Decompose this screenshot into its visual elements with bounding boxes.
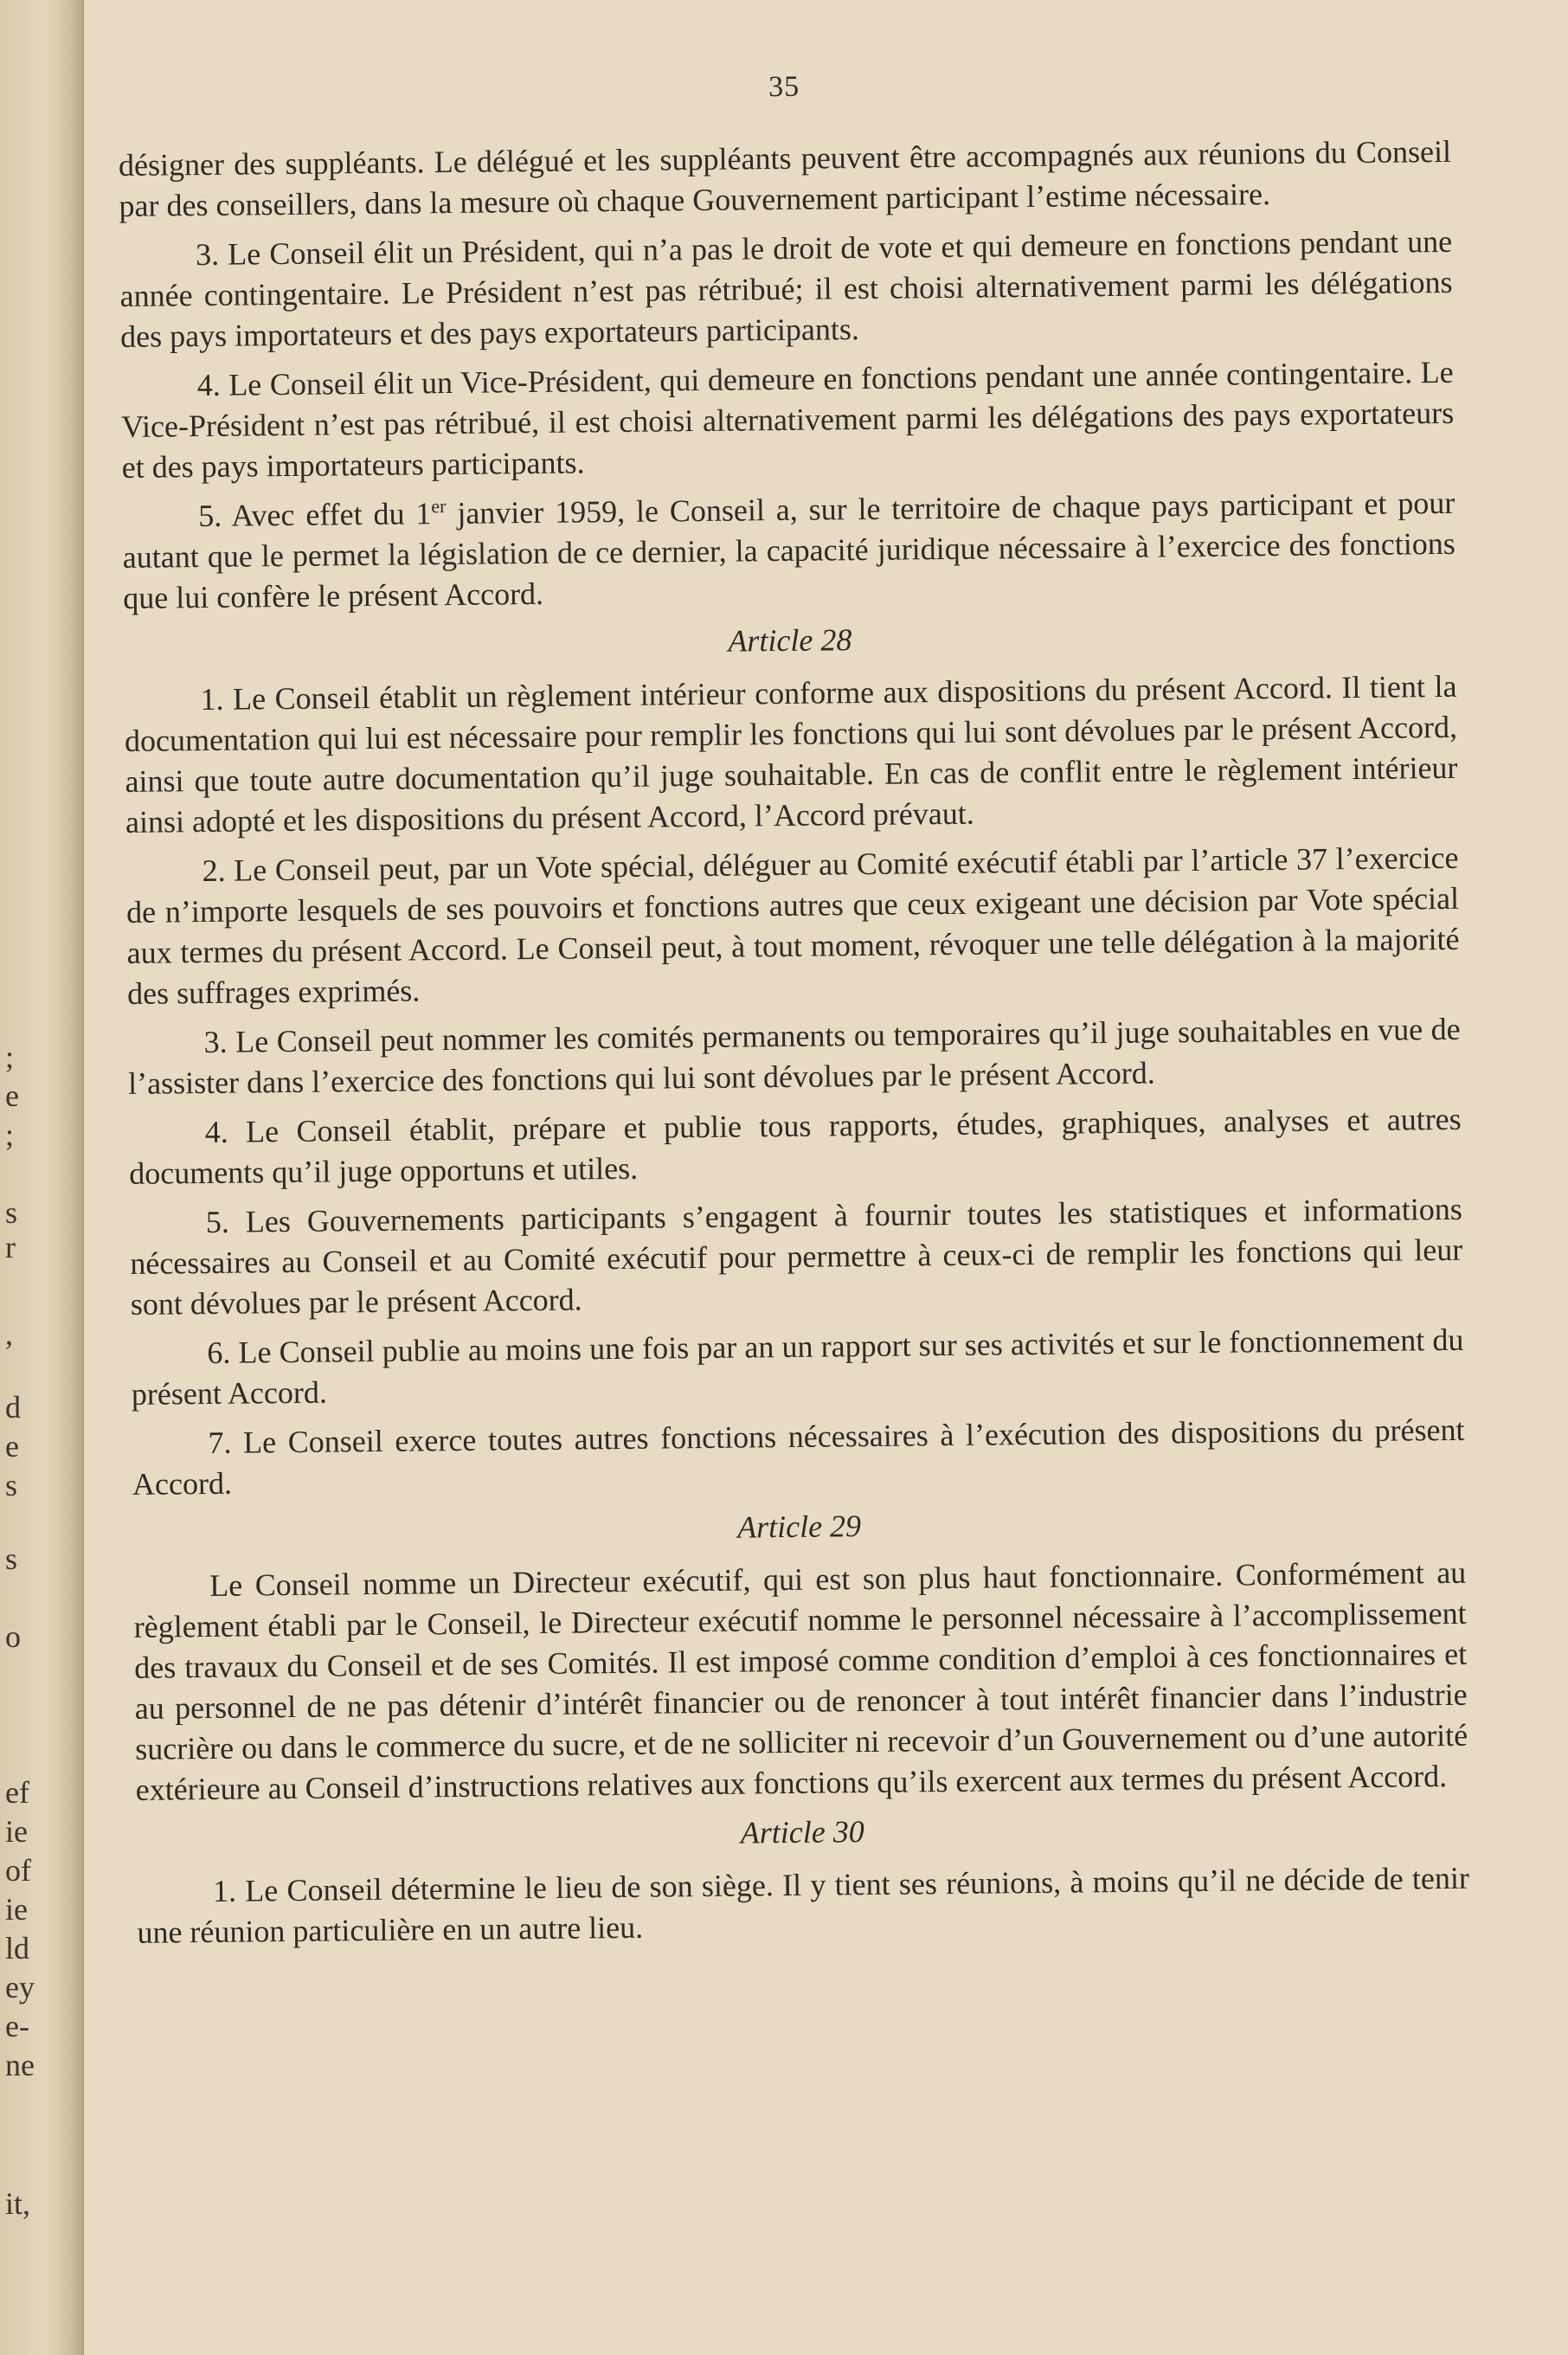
margin-fragment: ; <box>5 1039 15 1074</box>
margin-fragment: s <box>5 1195 18 1230</box>
margin-fragment: d <box>5 1390 21 1425</box>
margin-fragment: ef <box>5 1775 29 1810</box>
ordinal-superscript: er <box>431 495 447 518</box>
article-28-paragraph: 2. Le Conseil peut, par un Vote spécial, déléguer au Comité exécutif établi par l’article 37 l’exercice de n’importe lesquels de ses pouvoirs et fonctions autres que ceux exigeant une décision par Vote spécial aux termes du présent Accord. Le Conseil peut, à tout moment, révoquer une telle délégation à la majorité des suffrages exprimés. <box>125 840 1460 1011</box>
article-28-paragraph: 7. Le Conseil exerce toutes autres fonctions nécessaires à l’exécution des dispositions du présent Accord. <box>132 1412 1465 1502</box>
paragraph-4: 4. Le Conseil élit un Vice-Président, qui demeure en fonctions pendant une année contingentaire. Le Vice-Président n’est pas rétribué, il est choisi alternativement parmi les délégations des pays exportateurs et des pays importateurs participants. <box>121 354 1455 485</box>
margin-fragment: e <box>5 1078 19 1113</box>
margin-fragment: ie <box>5 1892 28 1927</box>
margin-fragment: ey <box>5 1970 35 2004</box>
article-29-heading: Article 29 <box>736 1509 862 1545</box>
margin-fragment: ie <box>5 1814 28 1849</box>
paragraph-5-start: 5. Avec effet du 1 <box>198 496 432 534</box>
margin-fragment: r <box>5 1230 16 1264</box>
margin-fragment: e <box>5 1429 19 1464</box>
margin-fragment: ld <box>5 1931 30 1966</box>
margin-fragment: , <box>5 1316 13 1351</box>
article-28-paragraph: 1. Le Conseil établit un règlement intérieur conforme aux dispositions du présent Accord. Il tient la documentation qui lui est nécessaire pour remplir les fonctions qui lui sont dévolues par le présent Accord, ainsi que toute autre documentation qu’il juge souhaitable. En cas de conflit entre le règlement intérieur ainsi adopté et les dispositions du présent Accord, l’Accord prévaut. <box>124 668 1458 840</box>
margin-fragment: e- <box>5 2009 29 2043</box>
margin-fragment: of <box>5 1853 31 1888</box>
article-28-paragraph: 3. Le Conseil peut nommer les comités permanents ou temporaires qu’il juge souhaitables en vue de l’assister dans l’exercice des fonctions qui lui sont dévolues par le présent Accord. <box>127 1011 1461 1101</box>
margin-fragment: it, <box>5 2186 31 2221</box>
paragraph-3: 3. Le Conseil élit un Président, qui n’a pas le droit de vote et qui demeure en fonctions pendant une année contingentaire. Le Président n’est pas rétribué; il est choisi alternativement parmi les délégations des pays importateurs et des pays exportateurs participants. <box>119 223 1453 354</box>
article-28-heading: Article 28 <box>728 622 852 659</box>
margin-fragment: s <box>5 1541 18 1576</box>
margin-fragment: ne <box>5 2048 35 2082</box>
margin-fragment: ; <box>5 1117 15 1152</box>
article-30-heading: Article 30 <box>740 1814 864 1850</box>
article-30-paragraph: 1. Le Conseil détermine le lieu de son siège. Il y tient ses réunions, à moins qu’il ne décide de tenir une réunion particulière en un autre lieu. <box>137 1860 1470 1950</box>
article-28-paragraph: 4. Le Conseil établit, prépare et publie tous rapports, études, graphiques, analyses et autres documents qu’il juge opportuns et utiles. <box>129 1101 1462 1191</box>
document-page <box>118 64 1470 1962</box>
paragraph-continuation: désigner des suppléants. Le délégué et les suppléants peuvent être accompagnés aux réunions du Conseil par des conseillers, dans la mesure où chaque Gouvernement participant l’estime nécessaire. <box>118 133 1452 223</box>
article-29-paragraph: Le Conseil nomme un Directeur exécutif, qui est son plus haut fonctionnaire. Conformément au règlement établi par le Conseil, le Directeur exécutif nomme le personnel nécessaire à l’accomplissement des travaux du Conseil et de ses Comités. Il est imposé comme condition d’emploi à ces fonctionnaires et au personnel de ne pas détenir d’intérêt financier ou de renoncer à tout intérêt financier dans l’industrie sucrière ou dans le commerce du sucre, et de ne solliciter ni recevoir d’un Gouvernement ou d’une autorité extérieure au Conseil d’instructions relatives aux fonctions qu’ils exercent aux termes du présent Accord. <box>133 1554 1468 1807</box>
margin-fragment: o <box>5 1619 21 1654</box>
article-28-paragraph: 6. Le Conseil publie au moins une fois par an un rapport sur ses activités et sur le fonctionnement du présent Accord. <box>131 1322 1464 1412</box>
previous-page-edge <box>0 0 84 2355</box>
paragraph-5-rest: janvier 1959, le Conseil a, sur le territoire de chaque pays participant et pour autant que le permet la législation de ce dernier, la capacité juridique nécessaire à l’exercice des fonctions que lui confère le présent Accord. <box>122 485 1456 615</box>
page-number: 35 <box>768 70 800 104</box>
paragraph-5 <box>122 483 1456 619</box>
margin-fragment: s <box>5 1468 18 1502</box>
article-28-paragraph: 5. Les Gouvernements participants s’engagent à fournir toutes les statistiques et informations nécessaires au Conseil et au Comité exécutif pour permettre à ceux-ci de remplir les fonctions qui leur sont dévolues par le présent Accord. <box>130 1191 1463 1322</box>
